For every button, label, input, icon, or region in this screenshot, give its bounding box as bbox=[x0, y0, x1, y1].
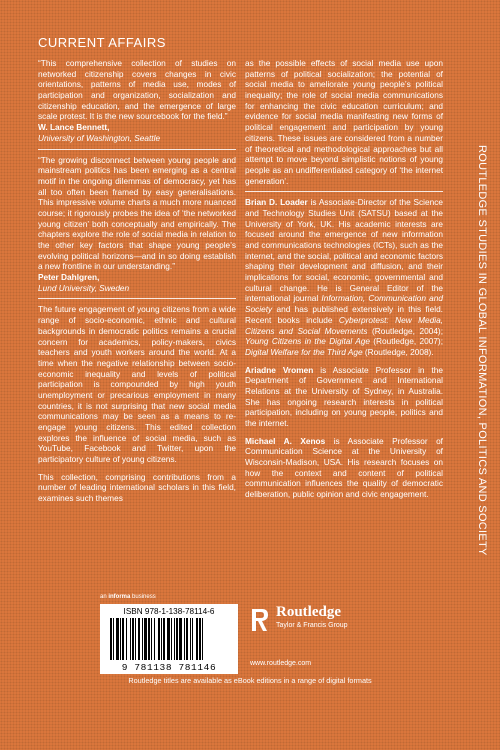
barcode-panel bbox=[100, 604, 238, 674]
informa-business-line: an informa business bbox=[100, 594, 156, 600]
routledge-logo-icon bbox=[250, 607, 270, 633]
endorser-name-1: W. Lance Bennett, bbox=[38, 122, 110, 133]
publisher-group: Taylor & Francis Group bbox=[276, 622, 348, 629]
endorsement-quote-1: “This comprehensive collection of studies on networked citizenship covers changes in civic orientations, patterns of media use, modes of participation and organization, socialization and citizenship education, and the emergence of large scale protest. It is the new sourcebook for the field.” bbox=[38, 58, 236, 122]
editor-name: Ariadne Vromen bbox=[245, 364, 314, 375]
editor-bio-loader: Brian D. Loader is Associate-Director of the Science and Technology Studies Unit (SATSU) based at the University of York, UK. His academic interests are focused around the emergence of new information and communications technologies (ICTs), such as the internet, and the social, political and economic factors shaping their development and diffusion, and their implications for social, economic, governmental and cultural change. He is General Editor of the international journal Information, Communication and Society and has published extensively in this field. Recent books include Cyberprotest: New Media, Citizens and Social Movements (Routledge, 2004); Young Citizens in the Digital Age (Routledge, 2007); Digital Welfare for the Third Age (Routledge, 2008). bbox=[245, 197, 444, 357]
endorsement-attribution-2 bbox=[38, 272, 236, 293]
blurb-paragraph-1: The future engagement of young citizens from a wide range of socio-economic, ethnic and cultural backgrounds in democratic politics remains a crucial concern for academics, policy-makers, civics teachers and youth workers around the world. At a time when the negative relationship between socio-economic inequality and levels of political participation is compounded by high youth unemployment or precarious employment in many countries, it is not surprising that new social media communications may be seen as a means to re-engage young citizens. This edited collection explores the influence of social media, such as YouTube, Facebook and Twitter, upon the participatory culture of young citizens. bbox=[38, 304, 236, 465]
endorser-affiliation-1: University of Washington, Seattle bbox=[38, 132, 161, 143]
divider bbox=[245, 191, 443, 192]
endorser-affiliation-2: Lund University, Sweden bbox=[38, 282, 130, 293]
publisher-url: www.routledge.com bbox=[250, 660, 312, 667]
publisher-name: Routledge bbox=[276, 604, 341, 620]
editor-bio-vromen: Ariadne Vromen is Associate Professor in the Department of Government and International Relations at the University of Sydney, in Australia. She has ongoing research interests in political participation, including on young people, politics and the internet. bbox=[245, 364, 443, 428]
editor-name: Brian D. Loader bbox=[245, 197, 308, 208]
journal-title: Information, Communication and Society bbox=[245, 293, 443, 315]
book-title: Digital Welfare for the Third Age bbox=[245, 346, 363, 357]
ebook-note: Routledge titles are available as eBook editions in a range of digital formats bbox=[128, 676, 372, 685]
barcode-digits: 9 781138 781146 bbox=[121, 662, 217, 673]
endorsement-attribution-1 bbox=[38, 122, 236, 143]
divider bbox=[38, 298, 236, 299]
editor-name: Michael A. Xenos bbox=[245, 435, 326, 446]
blurb-paragraph-2: This collection, comprising contributions from a number of leading international scholars in this field, examines such themes bbox=[38, 471, 236, 504]
right-column bbox=[245, 58, 443, 500]
editor-bio-xenos: Michael A. Xenos is Associate Professor of Communication Science at the University of Wisconsin-Madison, USA. His research focuses on how the context and content of political communication influences the quality of democratic deliberation, public opinion and civic engagement. bbox=[245, 435, 443, 500]
endorsement-quote-2: “The growing disconnect between young people and mainstream politics has been emerging as a central motif in the ongoing dilemmas of democracy, yet has all too often been framed by easy generalisations. This impressive volume charts a much more nuanced course; it rigorously probes the idea of ‘the networked young citizen’ both conceptually and empirically. The chapters explore the role of social media in relation to the other key factors that shape young people’s evolving political horizons—and in so doing establish a new frontline in our understanding.” bbox=[38, 154, 236, 272]
book-title: Young Citizens in the Digital Age bbox=[245, 336, 370, 347]
book-title: Cyberprotest: New Media, Citizens and Social Movements bbox=[245, 314, 443, 336]
left-column bbox=[38, 58, 236, 504]
section-label: CURRENT AFFAIRS bbox=[38, 35, 166, 50]
informa-logo-text: informa bbox=[108, 594, 131, 600]
divider bbox=[38, 149, 236, 150]
endorser-name-2: Peter Dahlgren, bbox=[38, 272, 100, 283]
blurb-paragraph-3: as the possible effects of social media use upon patterns of political socialization; the potential of social media to ameliorate young people’s political inequality; the role of social media communications for enhancing the civic education curriculum; and evidence for social media manifesting new forms of political engagement and participation by young citizens. These issues are considered from a number of theoretical and methodological approaches but all attempt to move beyond simplistic notions of young people as an undifferentiated category of ‘the internet generation’. bbox=[245, 58, 443, 186]
series-title-spine: ROUTLEDGE STUDIES IN GLOBAL INFORMATION, POLITICS AND SOCIETY bbox=[476, 145, 488, 556]
isbn-text: ISBN 978-1-138-78114-6 bbox=[123, 607, 215, 616]
barcode-icon bbox=[108, 618, 230, 662]
